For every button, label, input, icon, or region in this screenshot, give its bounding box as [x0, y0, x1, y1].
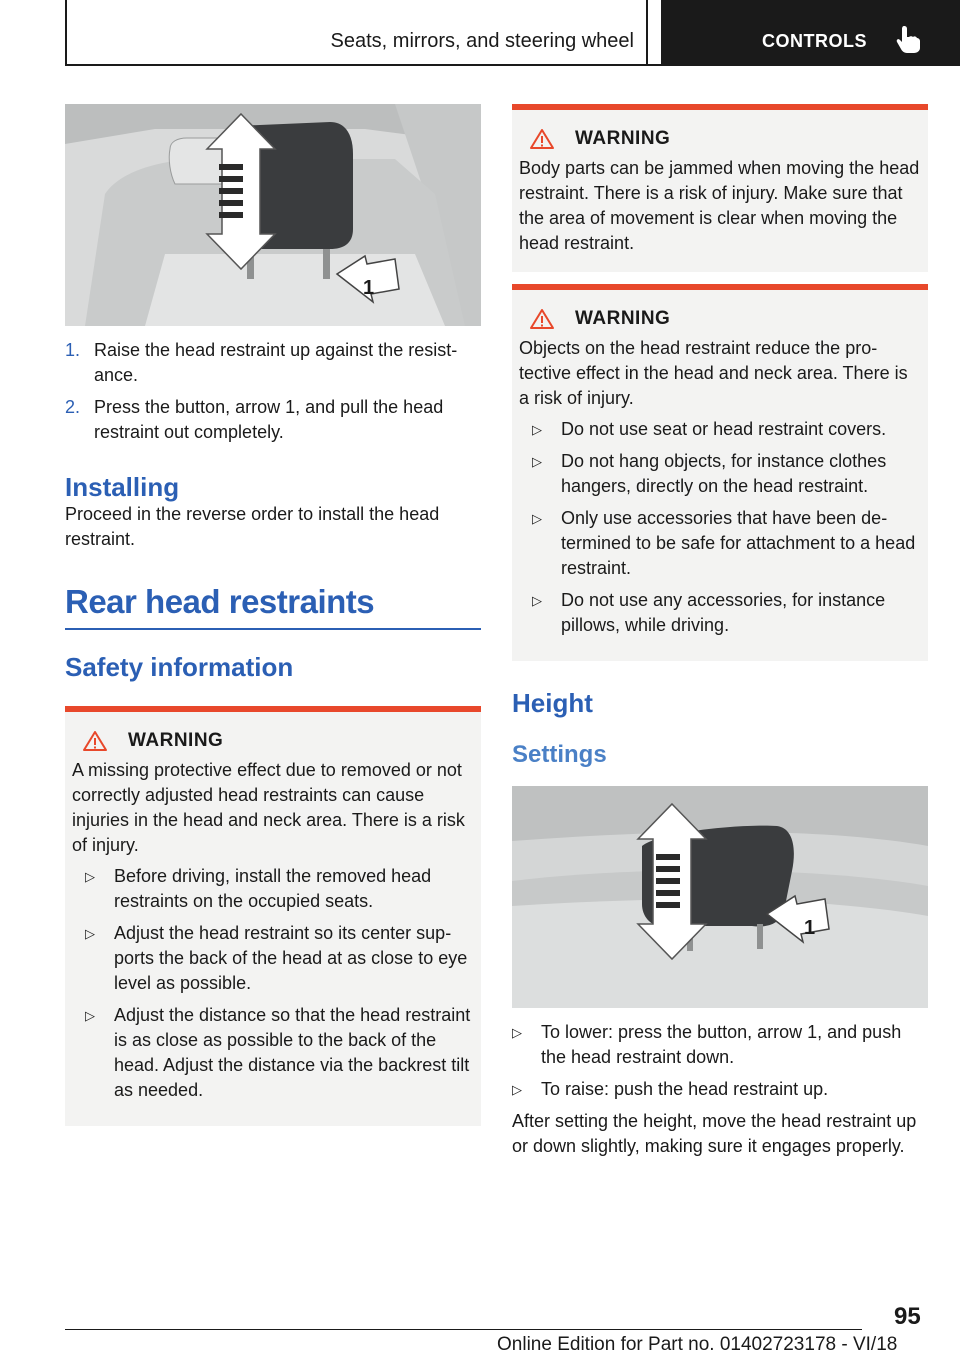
warning-bullets [532, 417, 920, 638]
header-chapter-box [661, 0, 960, 64]
figure-callout-1: 1 [804, 917, 816, 939]
list-item: ▷ Do not use any accessories, for instance pillows, while driving. [532, 590, 886, 635]
pointing-hand-icon [895, 24, 921, 54]
warning-text: Body parts can be jammed when moving the head restraint. There is a risk of injury. Make sure that the area of movement is clear when moving the head restraint. [519, 158, 920, 253]
list-item: ▷ Adjust the head restraint so its center supports the back of the head at as close to eye level as possible. [85, 923, 468, 993]
page-number: 95 [894, 1303, 921, 1330]
list-item: 2. Press the button, arrow 1, and pull the head restraint out completely. [65, 397, 444, 442]
warning-box [512, 284, 928, 661]
footer-rule [65, 1329, 862, 1330]
warning-box [65, 706, 481, 1126]
figure-remove-head-restraint [65, 104, 481, 326]
figure-adjust-height [512, 786, 928, 1008]
warning-triangle-icon [529, 128, 555, 150]
header-section-box [65, 0, 648, 64]
list-item: ▷ Do not hang objects, for instance clothes hangers, directly on the head restraint. [532, 451, 887, 496]
settings-bullets [512, 1020, 928, 1102]
warning-bullets [85, 864, 473, 1103]
header-chapter-title: CONTROLS [762, 31, 867, 51]
warning-text: Objects on the head restraint reduce the protective effect in the head and neck area. There is a risk of injury. [519, 338, 908, 408]
footer-edition: Online Edition for Part no. 01402723178 - VI/18 [497, 1334, 898, 1355]
safety-information-heading: Safety information [65, 652, 294, 682]
height-heading: Height [512, 688, 593, 718]
warning-label: WARNING [128, 730, 224, 751]
warning-triangle-icon [82, 730, 108, 752]
removal-steps [65, 338, 481, 445]
list-item: ▷ To lower: press the button, arrow 1, and push the head restraint down. [512, 1022, 902, 1067]
installing-text: Proceed in the reverse order to install the head restraint. [65, 504, 440, 549]
rear-head-restraints-heading: Rear head restraints [65, 582, 481, 630]
warning-label: WARNING [575, 128, 671, 149]
list-item: 1. Raise the head restraint up against the resistance. [65, 340, 458, 385]
right-column [512, 104, 928, 1159]
header-section-title: Seats, mirrors, and steering wheel [330, 30, 634, 52]
list-item: ▷ Do not use seat or head restraint covers. [532, 419, 887, 439]
warning-label: WARNING [575, 308, 671, 329]
warning-triangle-icon [529, 308, 555, 330]
list-item: ▷ Adjust the distance so that the head restraint is as close as possible to the back of the head. Adjust the distance via the backrest tilt as needed. [85, 1005, 471, 1100]
warning-text: A missing protective effect due to removed or not correctly adjusted head restraints can cause injuries in the head and neck area. There is a risk of injury. [72, 760, 465, 855]
list-item: ▷ Only use accessories that have been determined to be safe for attachment to a head restraint. [532, 508, 916, 578]
settings-heading: Settings [512, 741, 607, 768]
left-column [65, 104, 481, 1126]
settings-text: After setting the height, move the head restraint up or down slightly, making sure it engages properly. [512, 1111, 917, 1156]
figure-callout-1: 1 [363, 277, 375, 299]
installing-heading: Installing [65, 472, 180, 502]
list-item: ▷ Before driving, install the removed head restraints on the occupied seats. [85, 866, 432, 911]
list-item: ▷ To raise: push the head restraint up. [512, 1079, 829, 1099]
warning-box [512, 104, 928, 272]
header-rule [65, 64, 960, 66]
